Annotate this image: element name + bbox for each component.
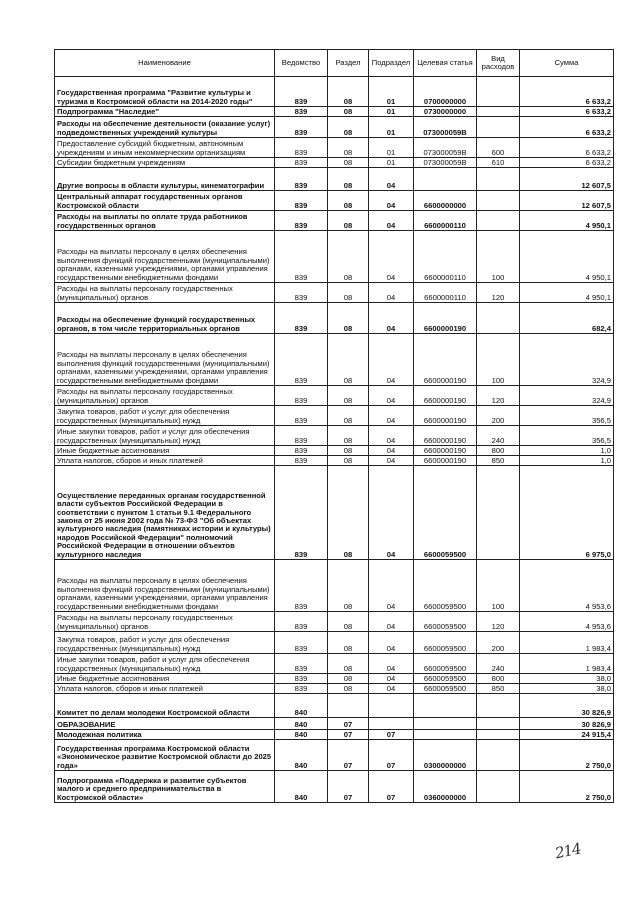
row-section-cell: 08: [328, 386, 369, 406]
row-expense-type-cell: [477, 730, 520, 740]
row-department-cell: 839: [275, 426, 328, 446]
row-department-cell: 839: [275, 191, 328, 211]
row-subsection-cell: 04: [369, 612, 414, 632]
table-row: [55, 334, 614, 386]
row-section-cell: 08: [328, 138, 369, 158]
table-row: [55, 426, 614, 446]
row-article-cell: 6600059500: [414, 466, 477, 560]
table-row: [55, 191, 614, 211]
row-department-cell: 839: [275, 674, 328, 684]
row-sum-cell: 4 953,6: [520, 560, 614, 612]
table-row: [55, 138, 614, 158]
row-name-cell: Центральный аппарат государственных органов Костромской области: [55, 191, 275, 211]
row-sum-cell: 682,4: [520, 303, 614, 334]
row-name-cell: Субсидии бюджетным учреждениям: [55, 158, 275, 168]
row-name-cell: Закупка товаров, работ и услуг для обеспечения государственных (муниципальных) нужд: [55, 406, 275, 426]
table-row: [55, 694, 614, 718]
row-name-cell: Иные закупки товаров, работ и услуг для обеспечения государственных (муниципальных) нужд: [55, 654, 275, 674]
row-article-cell: 0300000000: [414, 740, 477, 771]
table-row: [55, 740, 614, 771]
row-article-cell: 6600059500: [414, 560, 477, 612]
row-article-cell: 6600000000: [414, 191, 477, 211]
row-article-cell: 6600059500: [414, 612, 477, 632]
row-department-cell: 839: [275, 168, 328, 191]
row-expense-type-cell: [477, 211, 520, 231]
row-sum-cell: 1 983,4: [520, 632, 614, 654]
row-subsection-cell: [369, 694, 414, 718]
row-name-cell: Комитет по делам молодежи Костромской области: [55, 694, 275, 718]
row-sum-cell: 6 975,0: [520, 466, 614, 560]
row-expense-type-cell: [477, 117, 520, 138]
row-department-cell: 839: [275, 107, 328, 117]
row-article-cell: 6600000190: [414, 456, 477, 466]
row-sum-cell: 6 633,2: [520, 107, 614, 117]
row-expense-type-cell: [477, 191, 520, 211]
row-sum-cell: 12 607,5: [520, 191, 614, 211]
table-row: [55, 231, 614, 283]
row-expense-type-cell: 120: [477, 283, 520, 303]
row-subsection-cell: 04: [369, 560, 414, 612]
row-expense-type-cell: 800: [477, 674, 520, 684]
row-section-cell: 08: [328, 654, 369, 674]
row-subsection-cell: 01: [369, 117, 414, 138]
row-department-cell: 839: [275, 231, 328, 283]
row-article-cell: 0360000000: [414, 771, 477, 803]
row-article-cell: 6600000190: [414, 426, 477, 446]
row-subsection-cell: 01: [369, 107, 414, 117]
row-department-cell: 840: [275, 740, 328, 771]
row-section-cell: 08: [328, 446, 369, 456]
table-row: [55, 560, 614, 612]
row-subsection-cell: 04: [369, 446, 414, 456]
row-name-cell: Расходы на выплаты персоналу государственных (муниципальных) органов: [55, 612, 275, 632]
header-department: Ведомство: [275, 50, 328, 77]
row-expense-type-cell: 600: [477, 138, 520, 158]
row-name-cell: Расходы на выплаты персоналу в целях обеспечения выполнения функций государственными (муниципальными) органами, казенными учреждениями, органами управления государственными внебюджетными фондами: [55, 231, 275, 283]
row-sum-cell: 356,5: [520, 406, 614, 426]
row-article-cell: 6600000190: [414, 446, 477, 456]
row-article-cell: 6600000190: [414, 386, 477, 406]
row-section-cell: 07: [328, 740, 369, 771]
header-expense-type: Вид расходов: [477, 50, 520, 77]
budget-table: [54, 49, 614, 803]
row-section-cell: 08: [328, 77, 369, 107]
row-expense-type-cell: [477, 466, 520, 560]
row-section-cell: 08: [328, 107, 369, 117]
row-name-cell: Осуществление переданных органам государственной власти субъектов Российской Федерации в соответствии с пунктом 1 статьи 9.1 Федерального закона от 25 июня 2002 года № 73-ФЗ "Об объектах культурного наследия (памятниках истории и культуры) народов Российской Федерации" полномочий Российской Федерации в отношении объектов культурного наследия: [55, 466, 275, 560]
row-subsection-cell: 04: [369, 386, 414, 406]
row-subsection-cell: 07: [369, 730, 414, 740]
row-article-cell: 6600000190: [414, 334, 477, 386]
row-article-cell: 073000059В: [414, 158, 477, 168]
row-subsection-cell: 04: [369, 674, 414, 684]
row-sum-cell: 324,9: [520, 334, 614, 386]
row-department-cell: 840: [275, 730, 328, 740]
row-subsection-cell: 01: [369, 158, 414, 168]
table-row: [55, 77, 614, 107]
row-department-cell: 839: [275, 283, 328, 303]
row-name-cell: Другие вопросы в области культуры, кинематографии: [55, 168, 275, 191]
row-subsection-cell: 04: [369, 632, 414, 654]
row-section-cell: 08: [328, 117, 369, 138]
table-row: [55, 718, 614, 730]
row-article-cell: 0730000000: [414, 107, 477, 117]
row-name-cell: Расходы на выплаты персоналу в целях обеспечения выполнения функций государственными (муниципальными) органами, казенными учреждениями, органами управления государственными внебюджетными фондами: [55, 560, 275, 612]
row-department-cell: 839: [275, 77, 328, 107]
row-sum-cell: 38,0: [520, 684, 614, 694]
table-row: [55, 466, 614, 560]
table-row: [55, 771, 614, 803]
row-expense-type-cell: 850: [477, 456, 520, 466]
row-subsection-cell: 04: [369, 303, 414, 334]
row-department-cell: 839: [275, 386, 328, 406]
header-name: Наименование: [55, 50, 275, 77]
header-sum: Сумма: [520, 50, 614, 77]
row-name-cell: Подпрограмма «Поддержка и развитие субъектов малого и среднего предпринимательства в Костромской области»: [55, 771, 275, 803]
row-sum-cell: 30 826,9: [520, 718, 614, 730]
row-expense-type-cell: 240: [477, 426, 520, 446]
row-sum-cell: 324,9: [520, 386, 614, 406]
row-department-cell: 839: [275, 632, 328, 654]
row-section-cell: 08: [328, 283, 369, 303]
row-expense-type-cell: [477, 740, 520, 771]
row-section-cell: 07: [328, 730, 369, 740]
row-sum-cell: 4 950,1: [520, 283, 614, 303]
row-section-cell: 08: [328, 406, 369, 426]
row-subsection-cell: 04: [369, 684, 414, 694]
row-subsection-cell: 04: [369, 283, 414, 303]
row-expense-type-cell: 120: [477, 612, 520, 632]
row-article-cell: 6600059500: [414, 684, 477, 694]
row-section-cell: 08: [328, 612, 369, 632]
row-section-cell: 08: [328, 456, 369, 466]
table-header-row: [55, 50, 614, 77]
row-sum-cell: 1,0: [520, 456, 614, 466]
row-subsection-cell: 04: [369, 466, 414, 560]
row-name-cell: ОБРАЗОВАНИЕ: [55, 718, 275, 730]
header-section: Раздел: [328, 50, 369, 77]
handwritten-page-mark: 214: [553, 839, 583, 863]
row-sum-cell: 6 633,2: [520, 77, 614, 107]
row-name-cell: Иные бюджетные ассигнования: [55, 674, 275, 684]
row-article-cell: [414, 168, 477, 191]
row-department-cell: 839: [275, 138, 328, 158]
row-department-cell: 839: [275, 446, 328, 456]
header-subsection: Подраздел: [369, 50, 414, 77]
row-department-cell: 839: [275, 334, 328, 386]
row-name-cell: Закупка товаров, работ и услуг для обеспечения государственных (муниципальных) нужд: [55, 632, 275, 654]
row-section-cell: 08: [328, 684, 369, 694]
row-name-cell: Расходы на выплаты по оплате труда работников государственных органов: [55, 211, 275, 231]
row-subsection-cell: 07: [369, 771, 414, 803]
row-section-cell: 08: [328, 211, 369, 231]
table-row: [55, 674, 614, 684]
table-row: [55, 386, 614, 406]
row-subsection-cell: [369, 718, 414, 730]
row-expense-type-cell: 240: [477, 654, 520, 674]
row-name-cell: Уплата налогов, сборов и иных платежей: [55, 684, 275, 694]
row-article-cell: [414, 730, 477, 740]
row-subsection-cell: 04: [369, 654, 414, 674]
row-department-cell: 839: [275, 117, 328, 138]
header-target-article: Целевая статья: [414, 50, 477, 77]
row-expense-type-cell: 100: [477, 334, 520, 386]
row-name-cell: Подпрограмма "Наследие": [55, 107, 275, 117]
table-row: [55, 107, 614, 117]
table-row: [55, 158, 614, 168]
row-sum-cell: 1 983,4: [520, 654, 614, 674]
row-name-cell: Расходы на выплаты персоналу в целях обеспечения выполнения функций государственными (муниципальными) органами, казенными учреждениями, органами управления государственными внебюджетными фондами: [55, 334, 275, 386]
row-subsection-cell: 01: [369, 138, 414, 158]
row-subsection-cell: 07: [369, 740, 414, 771]
row-section-cell: 08: [328, 466, 369, 560]
row-department-cell: 840: [275, 771, 328, 803]
row-name-cell: Расходы на обеспечение деятельности (оказание услуг) подведомственных учреждений культуры: [55, 117, 275, 138]
row-sum-cell: 38,0: [520, 674, 614, 684]
row-name-cell: Уплата налогов, сборов и иных платежей: [55, 456, 275, 466]
row-article-cell: 6600000190: [414, 303, 477, 334]
row-expense-type-cell: [477, 718, 520, 730]
row-department-cell: 840: [275, 694, 328, 718]
row-expense-type-cell: [477, 77, 520, 107]
row-department-cell: 839: [275, 466, 328, 560]
table-row: [55, 632, 614, 654]
row-name-cell: Расходы на обеспечение функций государственных органов, в том числе территориальных органов: [55, 303, 275, 334]
row-department-cell: 839: [275, 654, 328, 674]
row-expense-type-cell: 200: [477, 632, 520, 654]
row-expense-type-cell: [477, 168, 520, 191]
row-name-cell: Иные закупки товаров, работ и услуг для обеспечения государственных (муниципальных) нужд: [55, 426, 275, 446]
row-article-cell: [414, 718, 477, 730]
table-row: [55, 612, 614, 632]
table-row: [55, 730, 614, 740]
row-article-cell: 6600000110: [414, 231, 477, 283]
row-subsection-cell: 04: [369, 334, 414, 386]
row-article-cell: 6600059500: [414, 654, 477, 674]
row-section-cell: 08: [328, 632, 369, 654]
row-sum-cell: 2 750,0: [520, 740, 614, 771]
row-department-cell: 839: [275, 612, 328, 632]
table-row: [55, 211, 614, 231]
row-name-cell: Расходы на выплаты персоналу государственных (муниципальных) органов: [55, 386, 275, 406]
row-sum-cell: 6 633,2: [520, 138, 614, 158]
table-row: [55, 117, 614, 138]
row-expense-type-cell: [477, 107, 520, 117]
row-section-cell: 08: [328, 303, 369, 334]
row-section-cell: 08: [328, 674, 369, 684]
row-sum-cell: 6 633,2: [520, 158, 614, 168]
row-article-cell: 073000059В: [414, 117, 477, 138]
row-subsection-cell: 04: [369, 211, 414, 231]
row-sum-cell: 6 633,2: [520, 117, 614, 138]
row-section-cell: 08: [328, 191, 369, 211]
row-article-cell: 6600000190: [414, 406, 477, 426]
row-sum-cell: 4 950,1: [520, 231, 614, 283]
row-subsection-cell: 04: [369, 406, 414, 426]
row-expense-type-cell: 100: [477, 231, 520, 283]
row-department-cell: 839: [275, 684, 328, 694]
row-expense-type-cell: 800: [477, 446, 520, 456]
row-article-cell: 0700000000: [414, 77, 477, 107]
row-expense-type-cell: [477, 771, 520, 803]
row-sum-cell: 12 607,5: [520, 168, 614, 191]
row-article-cell: 6600000110: [414, 211, 477, 231]
row-name-cell: Государственная программа "Развитие культуры и туризма в Костромской области на 2014-2020 годы": [55, 77, 275, 107]
row-subsection-cell: 04: [369, 191, 414, 211]
table-row: [55, 446, 614, 456]
table-row: [55, 406, 614, 426]
row-expense-type-cell: 100: [477, 560, 520, 612]
row-department-cell: 839: [275, 560, 328, 612]
row-department-cell: 840: [275, 718, 328, 730]
row-section-cell: 08: [328, 231, 369, 283]
row-expense-type-cell: 850: [477, 684, 520, 694]
row-name-cell: Государственная программа Костромской области «Экономическое развитие Костромской области до 2025 года»: [55, 740, 275, 771]
row-expense-type-cell: [477, 694, 520, 718]
table-row: [55, 283, 614, 303]
table-row: [55, 303, 614, 334]
row-article-cell: 073000059В: [414, 138, 477, 158]
row-article-cell: 6600000110: [414, 283, 477, 303]
row-subsection-cell: 04: [369, 231, 414, 283]
row-subsection-cell: 04: [369, 168, 414, 191]
row-sum-cell: 1,0: [520, 446, 614, 456]
row-expense-type-cell: 610: [477, 158, 520, 168]
row-sum-cell: 30 826,9: [520, 694, 614, 718]
row-expense-type-cell: [477, 303, 520, 334]
row-sum-cell: 356,5: [520, 426, 614, 446]
row-department-cell: 839: [275, 303, 328, 334]
row-department-cell: 839: [275, 211, 328, 231]
table-row: [55, 654, 614, 674]
row-name-cell: Предоставление субсидий бюджетным, автономным учреждениям и иным некоммерческим организациям: [55, 138, 275, 158]
row-article-cell: 6600059500: [414, 674, 477, 684]
row-name-cell: Иные бюджетные ассигнования: [55, 446, 275, 456]
table-row: [55, 168, 614, 191]
row-department-cell: 839: [275, 406, 328, 426]
row-section-cell: 08: [328, 158, 369, 168]
row-section-cell: 07: [328, 771, 369, 803]
row-expense-type-cell: 120: [477, 386, 520, 406]
row-subsection-cell: 04: [369, 426, 414, 446]
row-section-cell: 08: [328, 334, 369, 386]
row-section-cell: 08: [328, 426, 369, 446]
row-sum-cell: 2 750,0: [520, 771, 614, 803]
row-article-cell: 6600059500: [414, 632, 477, 654]
table-row: [55, 456, 614, 466]
row-expense-type-cell: 200: [477, 406, 520, 426]
row-sum-cell: 24 915,4: [520, 730, 614, 740]
row-subsection-cell: 01: [369, 77, 414, 107]
table-row: [55, 684, 614, 694]
row-section-cell: 08: [328, 168, 369, 191]
row-sum-cell: 4 953,6: [520, 612, 614, 632]
row-section-cell: 07: [328, 718, 369, 730]
row-subsection-cell: 04: [369, 456, 414, 466]
row-department-cell: 839: [275, 456, 328, 466]
row-name-cell: Молодежная политика: [55, 730, 275, 740]
row-section-cell: 08: [328, 560, 369, 612]
row-name-cell: Расходы на выплаты персоналу государственных (муниципальных) органов: [55, 283, 275, 303]
row-section-cell: [328, 694, 369, 718]
row-sum-cell: 4 950,1: [520, 211, 614, 231]
row-department-cell: 839: [275, 158, 328, 168]
row-article-cell: [414, 694, 477, 718]
